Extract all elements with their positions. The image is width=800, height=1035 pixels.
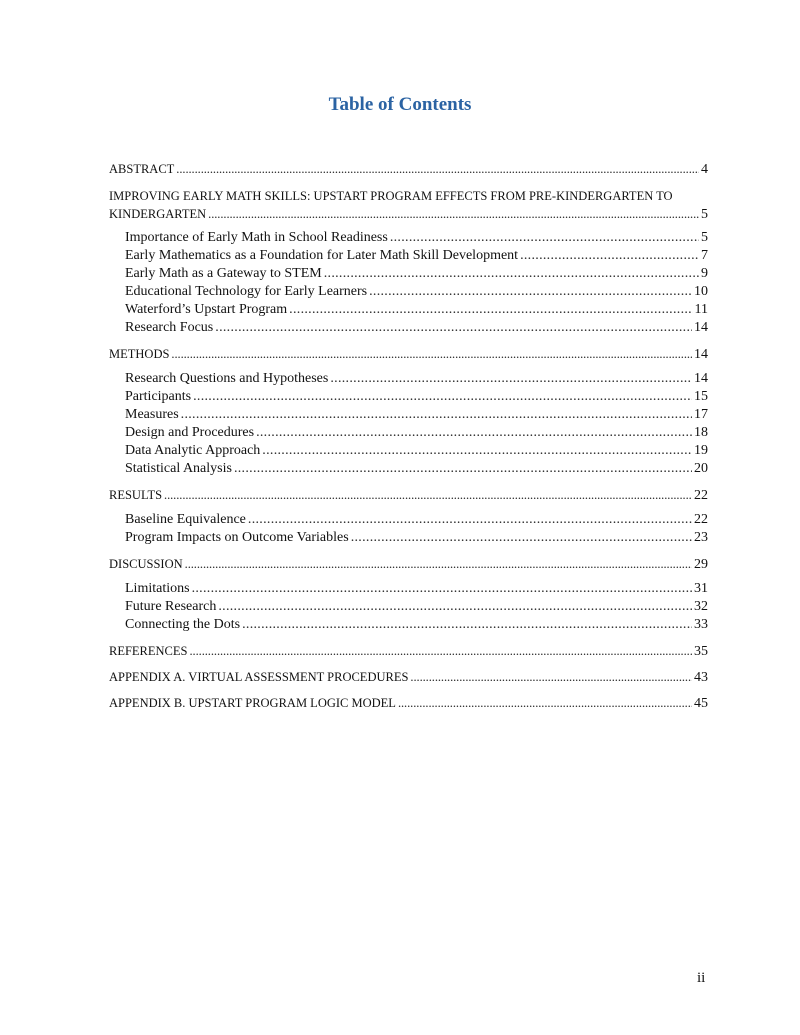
dot-leader [164, 486, 692, 504]
toc-entry-appendix-a[interactable] [109, 668, 708, 686]
page-number: ii [697, 970, 706, 986]
toc-entry-page: 45 [694, 696, 708, 711]
toc-entry-page: 7 [701, 248, 708, 263]
dot-leader [193, 388, 692, 406]
toc-entry-participants[interactable] [109, 388, 708, 406]
toc-entry-measures[interactable] [109, 406, 708, 424]
toc-entry-page: 31 [694, 581, 708, 596]
toc-entry-page: 17 [694, 407, 708, 422]
dot-leader [181, 406, 692, 424]
toc-entry-page: 43 [694, 670, 708, 685]
toc-entry-label: Future Research [125, 599, 217, 614]
toc-entry-label: Importance of Early Math in School Readiness [125, 230, 388, 245]
toc-entry-importance[interactable] [109, 229, 708, 247]
toc-entry-label: Research Questions and Hypotheses [125, 371, 329, 386]
dot-leader [398, 694, 692, 712]
dot-leader [390, 229, 699, 247]
toc-entry-page: 5 [701, 207, 708, 222]
dot-leader [330, 370, 692, 388]
toc-entry-references[interactable] [109, 642, 708, 660]
toc-entry-research-questions[interactable] [109, 370, 708, 388]
toc-entry-limitations[interactable] [109, 580, 708, 598]
toc-entry-page: 10 [694, 284, 708, 299]
toc-entry-page: 4 [701, 162, 708, 177]
dot-leader [256, 424, 692, 442]
toc-entry-label: ABSTRACT [109, 162, 175, 176]
toc-entry-page: 35 [694, 644, 708, 659]
toc-entry-abstract[interactable] [109, 160, 708, 178]
toc-entry-foundation[interactable] [109, 247, 708, 265]
toc-entry-label: Participants [125, 389, 192, 404]
dot-leader [369, 283, 692, 301]
toc-entry-label: Connecting the Dots [125, 617, 241, 632]
toc-entry-discussion[interactable] [109, 555, 708, 573]
toc-entry-label: APPENDIX B. UPSTART PROGRAM LOGIC MODEL [109, 696, 396, 710]
toc-entry-label-line1: IMPROVING EARLY MATH SKILLS: UPSTART PROGRAM EFFECTS FROM PRE-KINDERGARTEN TO [109, 189, 673, 203]
toc-entry-label: REFERENCES [109, 644, 188, 658]
toc-entry-program-impacts[interactable] [109, 529, 708, 547]
toc-entry-label: Measures [125, 407, 179, 422]
dot-leader [262, 442, 692, 460]
dot-leader [289, 301, 692, 319]
dot-leader [208, 205, 699, 223]
toc-entry-page: 9 [701, 266, 708, 281]
dot-leader [410, 668, 692, 686]
toc-title: Table of Contents [328, 94, 472, 115]
toc-entry-page: 14 [694, 371, 708, 386]
toc-entry-label: Limitations [125, 581, 190, 596]
toc-entry-page: 11 [694, 302, 708, 317]
toc-entry-methods[interactable] [109, 345, 708, 363]
toc-entry-data-analytic[interactable] [109, 442, 708, 460]
dot-leader [248, 511, 692, 529]
toc-entry-baseline-equivalence[interactable] [109, 511, 708, 529]
toc-entry-label: METHODS [109, 347, 170, 361]
dot-leader [234, 460, 692, 478]
toc-entry-upstart-program[interactable] [109, 301, 708, 319]
toc-entry-label: Early Math as a Gateway to STEM [125, 266, 322, 281]
toc-entry-label: Educational Technology for Early Learners [125, 284, 368, 299]
toc-entry-label: Program Impacts on Outcome Variables [125, 530, 349, 545]
toc-entry-label: Data Analytic Approach [125, 443, 261, 458]
toc-entry-label: Design and Procedures [125, 425, 255, 440]
toc-entry-page: 22 [694, 512, 708, 527]
dot-leader [171, 345, 692, 363]
toc-entry-stem[interactable] [109, 265, 708, 283]
toc-entry-design-procedures[interactable] [109, 424, 708, 442]
toc-entry-label: APPENDIX A. VIRTUAL ASSESSMENT PROCEDURES [109, 670, 409, 684]
toc-entry-page: 23 [694, 530, 708, 545]
toc-entry-page: 20 [694, 461, 708, 476]
toc-entry-page: 14 [694, 347, 708, 362]
dot-leader [218, 598, 692, 616]
toc-entry-page: 15 [694, 389, 708, 404]
toc-entry-improving-early-math[interactable] [109, 187, 708, 223]
toc-entry-label: DISCUSSION [109, 557, 183, 571]
dot-leader [185, 555, 692, 573]
toc-entry-label: RESULTS [109, 488, 163, 502]
dot-leader [242, 616, 692, 634]
dot-leader [215, 319, 692, 337]
toc-entry-future-research[interactable] [109, 598, 708, 616]
toc-entry-research-focus[interactable] [109, 319, 708, 337]
dot-leader [190, 642, 693, 660]
dot-leader [324, 265, 699, 283]
toc-entry-results[interactable] [109, 486, 708, 504]
toc-entry-connecting-dots[interactable] [109, 616, 708, 634]
dot-leader [520, 247, 699, 265]
toc-entry-label: KINDERGARTEN [109, 207, 207, 221]
toc-entry-page: 33 [694, 617, 708, 632]
toc-entry-label: Research Focus [125, 320, 214, 335]
toc-entry-label: Waterford’s Upstart Program [125, 302, 288, 317]
toc-entry-label: Baseline Equivalence [125, 512, 246, 527]
toc-entry-page: 19 [694, 443, 708, 458]
toc-entry-edtech[interactable] [109, 283, 708, 301]
toc-entry-statistical-analysis[interactable] [109, 460, 708, 478]
dot-leader [192, 580, 692, 598]
toc-entry-label: Statistical Analysis [125, 461, 232, 476]
toc-entry-page: 22 [694, 488, 708, 503]
toc-entry-appendix-b[interactable] [109, 694, 708, 712]
toc-list [109, 160, 708, 712]
toc-entry-page: 14 [694, 320, 708, 335]
toc-entry-page: 18 [694, 425, 708, 440]
toc-entry-page: 29 [694, 557, 708, 572]
dot-leader [351, 529, 692, 547]
toc-entry-page: 5 [701, 230, 708, 245]
toc-entry-page: 32 [694, 599, 708, 614]
toc-entry-label: Early Mathematics as a Foundation for Later Math Skill Development [125, 248, 519, 263]
dot-leader [176, 160, 699, 178]
